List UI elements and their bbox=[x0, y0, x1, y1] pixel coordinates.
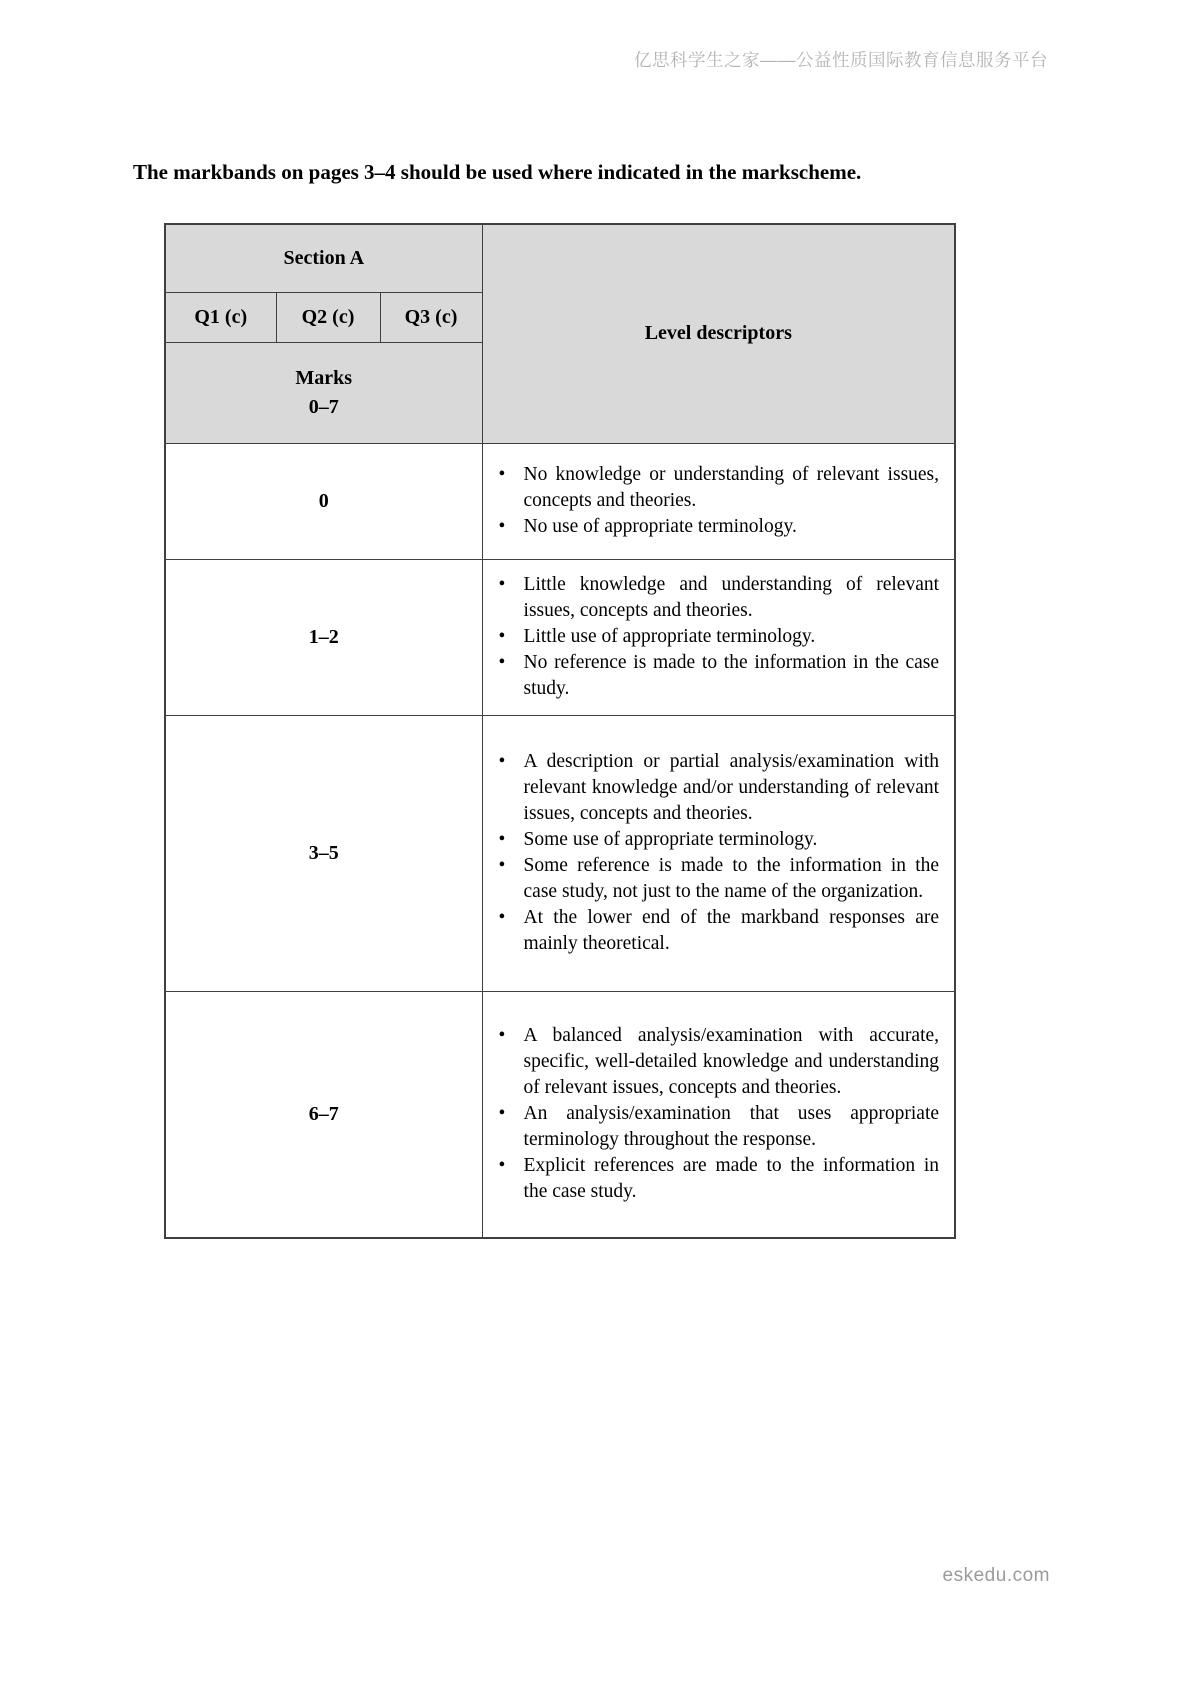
level-descriptor-bullet bbox=[496, 749, 940, 827]
level-descriptor-text: No use of appropriate terminology. bbox=[523, 516, 797, 537]
table-row bbox=[165, 443, 955, 559]
page-heading: The markbands on pages 3–4 should be used where indicated in the markscheme. bbox=[133, 160, 862, 184]
bullet-icon: • bbox=[498, 907, 506, 928]
bullet-icon: • bbox=[498, 1155, 506, 1177]
table-row bbox=[165, 715, 955, 991]
level-descriptor-bullet bbox=[496, 650, 940, 702]
level-descriptor-text: No reference is made to the information in the case study. bbox=[523, 652, 940, 699]
level-descriptor-text: Some reference is made to the information in the case study, not just to the name of the organization. bbox=[523, 855, 940, 902]
bullet-icon: • bbox=[498, 855, 506, 876]
section-a-header-cell: Section A bbox=[165, 224, 482, 292]
level-descriptor-cell bbox=[482, 991, 955, 1238]
level-descriptor-bullet bbox=[496, 514, 940, 540]
level-descriptor-bullet bbox=[496, 1153, 940, 1205]
level-descriptor-bullet bbox=[496, 1101, 940, 1153]
level-descriptor-cell bbox=[482, 715, 955, 991]
level-descriptor-cell bbox=[482, 443, 955, 559]
bullet-icon: • bbox=[498, 464, 506, 485]
site-watermark-text: 亿思科学生之家——公益性质国际教育信息服务平台 bbox=[634, 50, 1048, 70]
level-descriptor-text: A balanced analysis/examination with accurate, specific, well-detailed knowledge and understanding of relevant issues, concepts and theories. bbox=[523, 1025, 940, 1099]
bullet-icon: • bbox=[498, 516, 506, 537]
marks-band-value: 0 bbox=[165, 443, 482, 559]
level-descriptor-text: Little use of appropriate terminology. bbox=[523, 626, 816, 647]
marks-label: Marks bbox=[295, 366, 353, 389]
bullet-icon: • bbox=[498, 652, 506, 673]
level-descriptor-bullet bbox=[496, 827, 940, 853]
level-descriptor-text: Some use of appropriate terminology. bbox=[523, 829, 818, 850]
bullet-icon: • bbox=[498, 1103, 506, 1125]
level-descriptor-text: Little knowledge and understanding of relevant issues, concepts and theories. bbox=[523, 574, 940, 621]
level-descriptor-bullet bbox=[496, 572, 940, 624]
level-descriptor-text: Explicit references are made to the information in the case study. bbox=[523, 1155, 940, 1203]
level-descriptor-text: A description or partial analysis/examination with relevant knowledge and/or understanding of relevant issues, concepts and theories. bbox=[523, 751, 940, 824]
bullet-icon: • bbox=[498, 1025, 506, 1047]
marks-band-value: 1–2 bbox=[165, 559, 482, 715]
marks-range: 0–7 bbox=[308, 395, 339, 418]
table-row bbox=[165, 991, 955, 1238]
footer-watermark-text: eskedu.com bbox=[942, 1565, 1050, 1586]
marks-band-value: 6–7 bbox=[165, 991, 482, 1238]
question-header-q3c: Q3 (c) bbox=[380, 292, 482, 342]
level-descriptor-text: At the lower end of the markband responses are mainly theoretical. bbox=[523, 907, 940, 954]
bullet-icon: • bbox=[498, 829, 506, 850]
level-descriptor-bullet bbox=[496, 462, 940, 514]
level-descriptor-cell bbox=[482, 559, 955, 715]
table-row bbox=[165, 559, 955, 715]
markband-table bbox=[164, 223, 956, 1239]
level-descriptors-header-cell: Level descriptors bbox=[482, 224, 955, 443]
bullet-icon: • bbox=[498, 574, 506, 595]
level-descriptor-bullet bbox=[496, 853, 940, 905]
question-header-q2c: Q2 (c) bbox=[276, 292, 380, 342]
bullet-icon: • bbox=[498, 751, 506, 772]
marks-header-cell bbox=[165, 342, 482, 443]
level-descriptor-text: No knowledge or understanding of relevant issues, concepts and theories. bbox=[523, 464, 940, 511]
level-descriptor-bullet bbox=[496, 624, 940, 650]
marks-band-value: 3–5 bbox=[165, 715, 482, 991]
bullet-icon: • bbox=[498, 626, 506, 647]
question-header-q1c: Q1 (c) bbox=[165, 292, 276, 342]
level-descriptor-bullet bbox=[496, 905, 940, 957]
level-descriptor-text: An analysis/examination that uses appropriate terminology throughout the response. bbox=[523, 1103, 940, 1151]
level-descriptor-bullet bbox=[496, 1023, 940, 1101]
